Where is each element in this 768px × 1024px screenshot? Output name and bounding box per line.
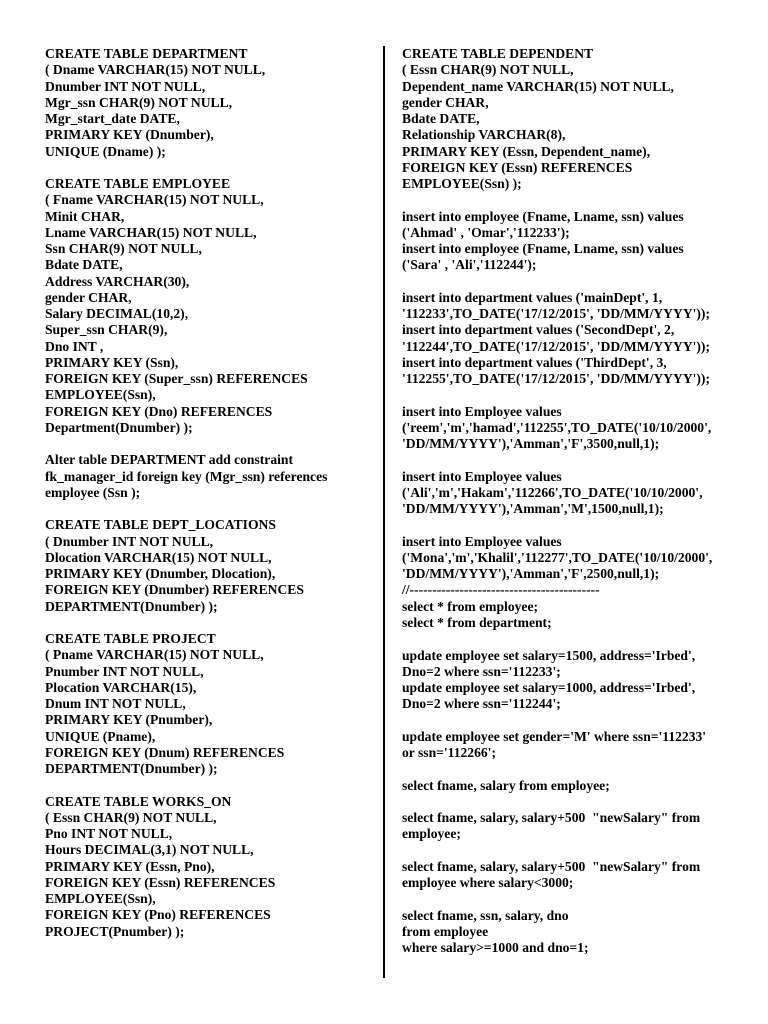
- code-line: update employee set salary=1500, address='Irbed',: [402, 647, 696, 663]
- code-line: EMPLOYEE(Ssn),: [45, 387, 156, 403]
- sql-statement-block: [45, 794, 375, 940]
- code-line: ( Essn CHAR(9) NOT NULL,: [45, 809, 217, 825]
- code-line: select fname, ssn, salary, dno: [402, 907, 569, 923]
- code-line: insert into Employee values: [402, 468, 562, 484]
- code-line: 'DD/MM/YYYY'),'Amman','M',1500,null,1);: [402, 501, 664, 517]
- left-column: [45, 46, 375, 956]
- code-line: Bdate DATE,: [45, 257, 123, 273]
- code-line: DEPARTMENT(Dnumber) );: [45, 761, 218, 777]
- sql-statement-block: [402, 534, 747, 632]
- code-line: ( Pname VARCHAR(15) NOT NULL,: [45, 647, 264, 663]
- code-line: Pno INT NOT NULL,: [45, 826, 173, 842]
- code-line: update employee set salary=1000, address='Irbed',: [402, 680, 696, 696]
- code-line: Hours DECIMAL(3,1) NOT NULL,: [45, 842, 254, 858]
- code-line: CREATE TABLE PROJECT: [45, 631, 216, 647]
- column-divider: [383, 46, 385, 978]
- code-line: fk_manager_id foreign key (Mgr_ssn) references: [45, 468, 328, 484]
- code-line: ('reem','m','hamad','112255',TO_DATE('10/10/2000',: [402, 419, 712, 435]
- code-line: employee where salary<3000;: [402, 875, 574, 891]
- code-line: ('Sara' , 'Ali','112244');: [402, 257, 537, 273]
- code-line: gender CHAR,: [402, 94, 489, 110]
- code-line: insert into Employee values: [402, 533, 562, 549]
- code-line: Dlocation VARCHAR(15) NOT NULL,: [45, 549, 272, 565]
- code-line: ( Essn CHAR(9) NOT NULL,: [402, 62, 574, 78]
- code-line: CREATE TABLE WORKS_ON: [45, 793, 232, 809]
- code-line: PRIMARY KEY (Essn, Pno),: [45, 858, 215, 874]
- code-line: insert into department values ('SecondDept', 2,: [402, 322, 675, 338]
- code-line: FOREIGN KEY (Pno) REFERENCES: [45, 907, 271, 923]
- code-line: FOREIGN KEY (Dnumber) REFERENCES: [45, 582, 304, 598]
- code-line: Lname VARCHAR(15) NOT NULL,: [45, 224, 257, 240]
- sql-statement-block: [45, 631, 375, 777]
- code-line: PRIMARY KEY (Dnumber),: [45, 127, 214, 143]
- code-line: UNIQUE (Dname) );: [45, 143, 166, 159]
- code-line: from employee: [402, 924, 489, 940]
- code-line: Dno=2 where ssn='112244';: [402, 696, 561, 712]
- code-line: insert into department values ('ThirdDept', 3,: [402, 354, 667, 370]
- code-line: Dno INT ,: [45, 338, 104, 354]
- code-line: PRIMARY KEY (Ssn),: [45, 354, 179, 370]
- code-line: PRIMARY KEY (Pnumber),: [45, 712, 213, 728]
- code-line: select * from department;: [402, 614, 552, 630]
- sql-statement-block: [402, 859, 747, 892]
- code-line: CREATE TABLE EMPLOYEE: [45, 176, 231, 192]
- code-line: PRIMARY KEY (Dnumber, Dlocation),: [45, 566, 276, 582]
- code-line: Alter table DEPARTMENT add constraint: [45, 452, 293, 468]
- code-line: FOREIGN KEY (Dno) REFERENCES: [45, 403, 273, 419]
- code-line: Relationship VARCHAR(8),: [402, 127, 566, 143]
- code-line: 'DD/MM/YYYY'),'Amman','F',2500,null,1);: [402, 566, 660, 582]
- sql-statement-block: [402, 810, 747, 843]
- sql-statement-block: [402, 648, 747, 713]
- code-line: ('Ali','m','Hakam','112266',TO_DATE('10/10/2000',: [402, 484, 703, 500]
- code-line: Pnumber INT NOT NULL,: [45, 663, 204, 679]
- code-line: DEPARTMENT(Dnumber) );: [45, 598, 218, 614]
- code-line: 'DD/MM/YYYY'),'Amman','F',3500,null,1);: [402, 436, 660, 452]
- code-line: insert into Employee values: [402, 403, 562, 419]
- code-line: ('Mona','m','Khalil','112277',TO_DATE('10/10/2000',: [402, 549, 713, 565]
- code-line: CREATE TABLE DEPENDENT: [402, 46, 594, 61]
- code-line: ( Dname VARCHAR(15) NOT NULL,: [45, 62, 266, 78]
- sql-statement-block: [402, 404, 747, 453]
- code-line: FOREIGN KEY (Essn) REFERENCES: [45, 874, 276, 890]
- code-line: Bdate DATE,: [402, 111, 480, 126]
- code-line: '112255',TO_DATE('17/12/2015', 'DD/MM/YYYY'));: [402, 371, 710, 387]
- sql-statement-block: [45, 176, 375, 436]
- sql-statement-block: [402, 908, 747, 957]
- code-line: employee;: [402, 826, 461, 842]
- code-line: select * from employee;: [402, 598, 539, 614]
- code-line: where salary>=1000 and dno=1;: [402, 940, 589, 956]
- code-line: FOREIGN KEY (Essn) REFERENCES: [402, 159, 633, 175]
- code-line: UNIQUE (Pname),: [45, 728, 156, 744]
- code-line: Mgr_start_date DATE,: [45, 111, 180, 126]
- sql-statement-block: [402, 46, 747, 192]
- code-line: Department(Dnumber) );: [45, 419, 193, 435]
- code-line: Dnum INT NOT NULL,: [45, 696, 186, 712]
- code-line: or ssn='112266';: [402, 745, 496, 761]
- sql-statement-block: [45, 46, 375, 160]
- code-line: insert into department values ('mainDept', 1,: [402, 289, 663, 305]
- code-line: Dnumber INT NOT NULL,: [45, 78, 206, 94]
- right-column: [402, 46, 747, 973]
- code-line: Address VARCHAR(30),: [45, 273, 190, 289]
- code-line: select fname, salary from employee;: [402, 777, 610, 793]
- code-line: FOREIGN KEY (Super_ssn) REFERENCES: [45, 371, 308, 387]
- code-line: '112244',TO_DATE('17/12/2015', 'DD/MM/YYYY'));: [402, 338, 710, 354]
- code-line: FOREIGN KEY (Dnum) REFERENCES: [45, 744, 285, 760]
- code-line: Plocation VARCHAR(15),: [45, 679, 197, 695]
- code-line: update employee set gender='M' where ssn='112233': [402, 728, 707, 744]
- sql-statement-block: [402, 469, 747, 518]
- code-line: Salary DECIMAL(10,2),: [45, 306, 189, 322]
- sql-statement-block: [402, 290, 747, 388]
- code-line: Mgr_ssn CHAR(9) NOT NULL,: [45, 94, 233, 110]
- code-line: CREATE TABLE DEPARTMENT: [45, 46, 248, 61]
- code-line: EMPLOYEE(Ssn),: [45, 891, 156, 907]
- code-line: insert into employee (Fname, Lname, ssn) values: [402, 241, 684, 257]
- code-line: Super_ssn CHAR(9),: [45, 322, 168, 338]
- code-line: CREATE TABLE DEPT_LOCATIONS: [45, 517, 276, 533]
- code-line: ( Fname VARCHAR(15) NOT NULL,: [45, 192, 264, 208]
- code-line: Minit CHAR,: [45, 208, 125, 224]
- code-line: employee (Ssn );: [45, 484, 141, 500]
- code-line: Ssn CHAR(9) NOT NULL,: [45, 241, 202, 257]
- code-line: gender CHAR,: [45, 289, 132, 305]
- code-line: ( Dnumber INT NOT NULL,: [45, 533, 214, 549]
- code-line: select fname, salary, salary+500 "newSalary" from: [402, 858, 701, 874]
- code-line: PRIMARY KEY (Essn, Dependent_name),: [402, 143, 651, 159]
- code-line: Dependent_name VARCHAR(15) NOT NULL,: [402, 78, 674, 94]
- sql-statement-block: [402, 778, 747, 794]
- code-line: Dno=2 where ssn='112233';: [402, 663, 561, 679]
- code-line: ('Ahmad' , 'Omar','112233');: [402, 224, 570, 240]
- code-line: insert into employee (Fname, Lname, ssn) values: [402, 208, 684, 224]
- code-line: //------------------------------------------: [402, 582, 600, 598]
- sql-statement-block: [402, 729, 747, 762]
- code-line: EMPLOYEE(Ssn) );: [402, 176, 522, 191]
- sql-statement-block: [402, 209, 747, 274]
- code-line: PROJECT(Pnumber) );: [45, 923, 185, 939]
- sql-statement-block: [45, 452, 375, 501]
- sql-statement-block: [45, 517, 375, 615]
- code-line: select fname, salary, salary+500 "newSalary" from: [402, 810, 701, 826]
- code-line: '112233',TO_DATE('17/12/2015', 'DD/MM/YYYY'));: [402, 306, 710, 322]
